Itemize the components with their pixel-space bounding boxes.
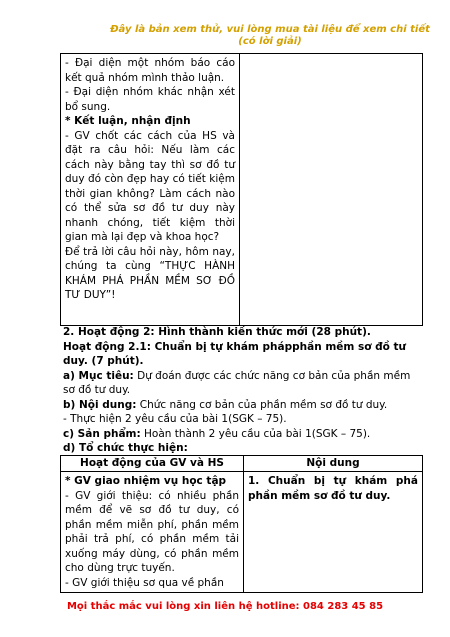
col-header-content: Nội dung	[244, 456, 423, 472]
table2-right-cell	[244, 472, 423, 593]
closing-text: Để trả lời câu hỏi này, hôm nay, chúng ta cùng “THỰC HÀNH KHÁM PHÁ PHẦN MỀM SƠ ĐỒ TƯ DUY”!	[65, 245, 235, 301]
col-header-activity: Hoạt động của GV và HS	[61, 456, 244, 472]
activity21-heading: Hoạt động 2.1: Chuẩn bị tự khám phápphần mềm sơ đồ tư duy. (7 phút).	[63, 340, 406, 367]
task-text: - GV giới thiệu: có nhiều phần mềm để vẽ sơ đồ tư duy, có phần mềm miễn phí, phần mềm phải trả phí, có phần mềm tải xuống máy dùng, có phần mềm cho dùng trực tuyến.	[65, 489, 239, 574]
table2-left-cell	[61, 472, 244, 593]
product-label: c) Sản phẩm:	[63, 427, 141, 440]
watermark-header: Đây là bản xem thử, vui lòng mua tài liệu để xem chi tiết (có lời giải)	[110, 24, 430, 47]
activity2-heading: 2. Hoạt động 2: Hình thành kiến thức mới (28 phút).	[63, 326, 371, 338]
table1-left-cell	[61, 54, 240, 326]
goal-label: a) Mục tiêu:	[63, 369, 134, 382]
task-text-2: - GV giới thiệu sơ qua về phần	[65, 576, 224, 589]
task-heading: * GV giao nhiệm vụ học tập	[65, 475, 227, 487]
activity-table-2	[60, 455, 423, 593]
product-line	[63, 427, 423, 442]
content-item: 1. Chuẩn bị tự khám phá phần mềm sơ đồ tư duy.	[248, 475, 418, 502]
content-line	[63, 398, 423, 413]
activity-table-1	[60, 53, 423, 326]
conclusion-heading: * Kết luận, nhận định	[65, 115, 191, 127]
feedback-line: - Đại diện nhóm khác nhận xét bổ sung.	[65, 86, 235, 113]
content-text: Chức năng cơ bản của phần mềm sơ đồ tư duy.	[136, 398, 388, 411]
goal-line	[63, 369, 423, 398]
lesson-section	[63, 325, 423, 456]
table1-right-cell	[240, 54, 423, 326]
content-sub-line: - Thực hiện 2 yêu cầu của bài 1(SGK – 75).	[63, 413, 287, 425]
org-label: d) Tổ chức thực hiện:	[63, 442, 188, 454]
hotline-footer: Mọi thắc mắc vui lòng xin liên hệ hotline: 084 283 45 85	[66, 601, 384, 612]
content-label: b) Nội dung:	[63, 398, 137, 411]
report-line: - Đại diện một nhóm báo cáo kết quả nhóm mình thảo luận.	[65, 57, 235, 84]
product-text: Hoàn thành 2 yêu cầu của bài 1(SGK – 75).	[140, 427, 371, 440]
conclusion-text: - GV chốt các cách của HS và đặt ra câu hỏi: Nếu làm các cách này bằng tay thì sơ đồ tư duy đó còn đẹp hay có tiết kiệm thời gian không? Làm cách nào có thể sửa sơ đồ tư duy này nhanh chóng, tiết kiệm thời gian mà lại đẹp và khoa học?	[65, 129, 235, 243]
goal-text: Dự đoán được các chức năng cơ bản của phần mềm sơ đồ tư duy.	[63, 369, 411, 396]
